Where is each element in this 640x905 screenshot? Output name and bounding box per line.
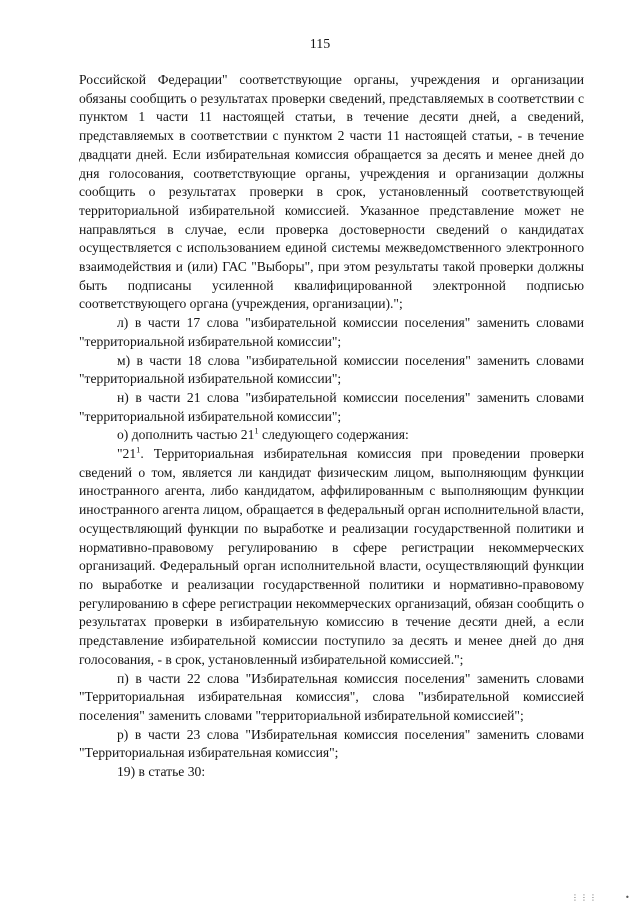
document-body: [79, 71, 584, 782]
paragraph-continuation: Российской Федерации" соответствующие органы, учреждения и организации обязаны сообщить о результатах проверки сведений, представляемых в соответствии с пунктом 1 части 11 настоящей статьи, в течение десяти дней, а сведений, представляемых в соответствии с пунктом 2 части 11 настоящей статьи, - в течение двадцати дней. Если избирательная комиссия обращается за десять и менее дней до дня голосования, соответствующие органы, учреждения и организации должны сообщить о результатах проверки в срок, установленный соответствующей территориальной избирательной комиссией. Указанное представление может не направляться в случае, если проверка достоверности сведений о кандидатах осуществляется с использованием единой системы межведомственного электронного взаимодействия и (или) ГАС "Выборы", при этом результаты такой проверки должны быть подписаны усиленной квалифицированной электронной подписью соответствующего органа (учреждения, организации).";: [79, 72, 584, 312]
item-o-superscript: 1: [254, 425, 259, 436]
part-21-1-superscript: 1: [136, 444, 141, 455]
paragraph-item-n: н) в части 21 слова "избирательной комиссии поселения" заменить словами "территориальной избирательной комиссии";: [79, 389, 584, 424]
item-o-text: о) дополнить частью 21: [117, 427, 255, 443]
part-21-1-text: . Территориальная избирательная комиссия при проведении проверки сведений о том, является ли кандидат физическим лицом, выполняющим функции иностранного агента, либо кандидатом, аффилированным с выполняющим функции иностранного агента лицом, обращается в федеральный орган исполнительной власти, осуществляющий функции по выработке и реализации государственной политики и нормативно-правовому регулированию в сфере регистрации некоммерческих организаций. Федеральный орган исполнительной власти, осуществляющий функции по выработке и реализации государственной политики и нормативно-правовому регулированию в сфере регистрации некоммерческих организаций, обязан сообщить о результатах проверки в избирательную комиссию в течение десяти дней, а если представление избирательной комиссии поступило за десять и менее дней до дня голосования, - в срок, установленный избирательной комиссией.";: [79, 446, 584, 667]
item-o-text-tail: следующего содержания:: [258, 427, 409, 443]
page-number: 115: [309, 37, 331, 52]
paragraph-item-p: п) в части 22 слова "Избирательная комиссия поселения" заменить словами "Территориальная избирательная комиссия", слова "избирательной комиссией поселения" заменить словами "территориальной избирательной комиссией";: [79, 670, 584, 723]
scan-artifact-dot: •: [625, 893, 631, 902]
paragraph-item-r: р) в части 23 слова "Избирательная комиссия поселения" заменить словами "Территориальная избирательная комиссия";: [79, 726, 584, 761]
paragraph-item-19: 19) в статье 30:: [117, 764, 206, 780]
paragraph-part-21-1: [79, 445, 584, 669]
paragraph-item-o: [79, 426, 584, 445]
paragraph-item-l: л) в части 17 слова "избирательной комиссии поселения" заменить словами "территориальной избирательной комиссии";: [79, 315, 584, 349]
paragraph-item-m: м) в части 18 слова "избирательной комиссии поселения" заменить словами "территориальной избирательной комиссии";: [79, 352, 584, 387]
scan-artifact-mark: ⋮⋮⋮: [571, 893, 598, 902]
part-21-1-number: "21: [117, 446, 137, 462]
